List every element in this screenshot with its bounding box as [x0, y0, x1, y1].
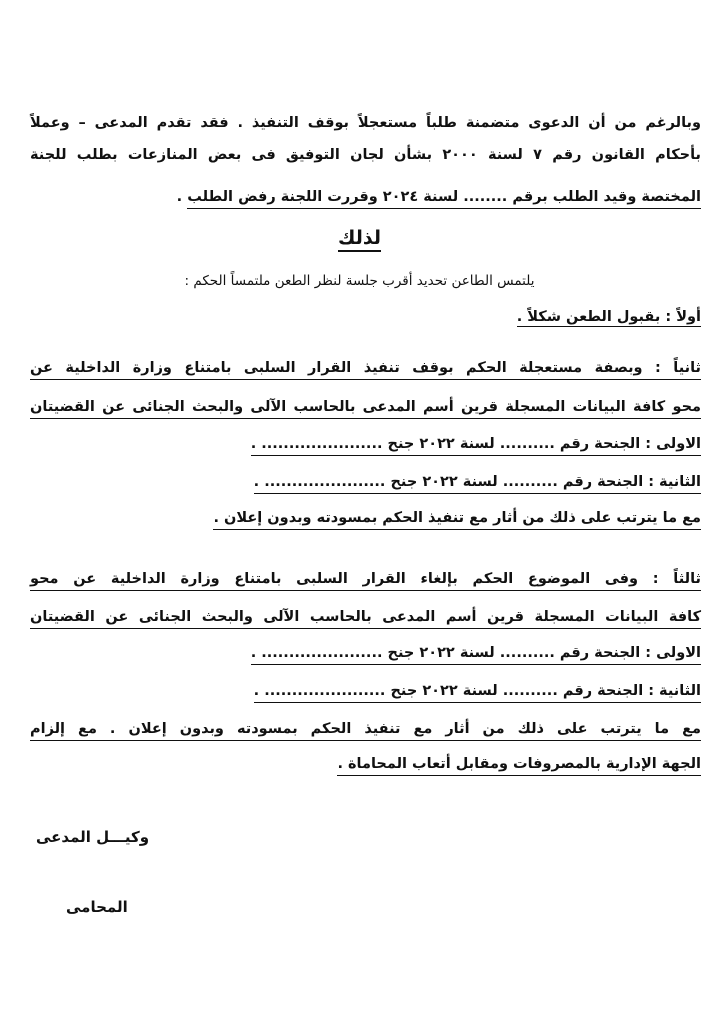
- intro-line-3: [30, 186, 701, 209]
- second-consequence: [30, 507, 701, 530]
- second-case-1-text: الاولى : الجنحة رقم .......... لسنة ٢٠٢٢ جنح ...................... .: [251, 433, 701, 456]
- section-title: [0, 227, 719, 249]
- lawyer-signature-label: المحامى: [66, 898, 128, 916]
- first-item: [30, 306, 701, 328]
- second-text-1: : وبصفة مستعجلة الحكم بوقف تنفيذ القرار السلبى بامتناع وزارة الداخلية عن: [30, 360, 674, 376]
- third-consequence-2-text: الجهة الإدارية بالمصروفات ومقابل أتعاب المحاماة .: [337, 753, 701, 776]
- second-line-1: [30, 357, 701, 380]
- agent-signature-label: وكيـــل المدعى: [36, 828, 150, 846]
- third-text-1: : وفى الموضوع الحكم بإلغاء القرار السلبى بامتناع وزارة الداخلية عن محو: [30, 571, 674, 587]
- second-case-2: [30, 471, 701, 494]
- third-consequence: [30, 718, 701, 741]
- intro-line-3-underlined: المختصة وقيد الطلب برقم ........ لسنة ٢٠٢٤ وقررت اللجنة رفض الطلب: [187, 186, 701, 209]
- first-text: : بقبول الطعن شكلاً .: [516, 309, 677, 325]
- second-case-2-text: الثانية : الجنحة رقم .......... لسنة ٢٠٢٢ جنح ...................... .: [254, 471, 701, 494]
- third-line-1: [30, 568, 701, 591]
- second-line-2: [30, 396, 701, 419]
- second-consequence-text: مع ما يترتب على ذلك من أثار مع تنفيذ الحكم بمسودته وبدون إعلان .: [213, 507, 701, 530]
- third-line-2: [30, 606, 701, 629]
- third-consequence-text: مع ما يترتب على ذلك من أثار مع تنفيذ الحكم بمسودته وبدون إعلان . مع إلزام: [30, 718, 701, 741]
- intro-line-1: وبالرغم من أن الدعوى متضمنة طلباً مستعجلاً بوقف التنفيذ . فقد تقدم المدعى – وعملاً: [30, 115, 701, 131]
- request-line: يلتمس الطاعن تحديد أقرب جلسة لنظر الطعن ملتمساً الحكم :: [184, 273, 535, 289]
- third-case-2-text: الثانية : الجنحة رقم .......... لسنة ٢٠٢٢ جنح ...................... .: [254, 680, 701, 703]
- second-label: ثانياً: [673, 360, 701, 376]
- intro-line-3-end: .: [176, 189, 188, 205]
- third-text-2: كافة البيانات المسجلة قرين أسم المدعى بالحاسب الآلى والبحث الجنائى عن القضيتان: [30, 606, 701, 629]
- intro-line-2: بأحكام القانون رقم ٧ لسنة ٢٠٠٠ بشأن لجان التوفيق فى بعض المنازعات بطلب للجنة: [30, 147, 701, 163]
- third-case-2: [30, 680, 701, 703]
- third-consequence-2: [30, 753, 701, 776]
- third-label: ثالثاً: [673, 571, 701, 587]
- third-case-1: [30, 642, 701, 665]
- third-case-1-text: الاولى : الجنحة رقم .......... لسنة ٢٠٢٢ جنح ...................... .: [251, 642, 701, 665]
- first-label: أولاً: [676, 309, 701, 325]
- second-text-2: محو كافة البيانات المسجلة قرين أسم المدعى بالحاسب الآلى والبحث الجنائى عن القضيتان: [30, 396, 701, 419]
- second-case-1: [30, 433, 701, 456]
- section-title-text: لذلك: [338, 227, 381, 252]
